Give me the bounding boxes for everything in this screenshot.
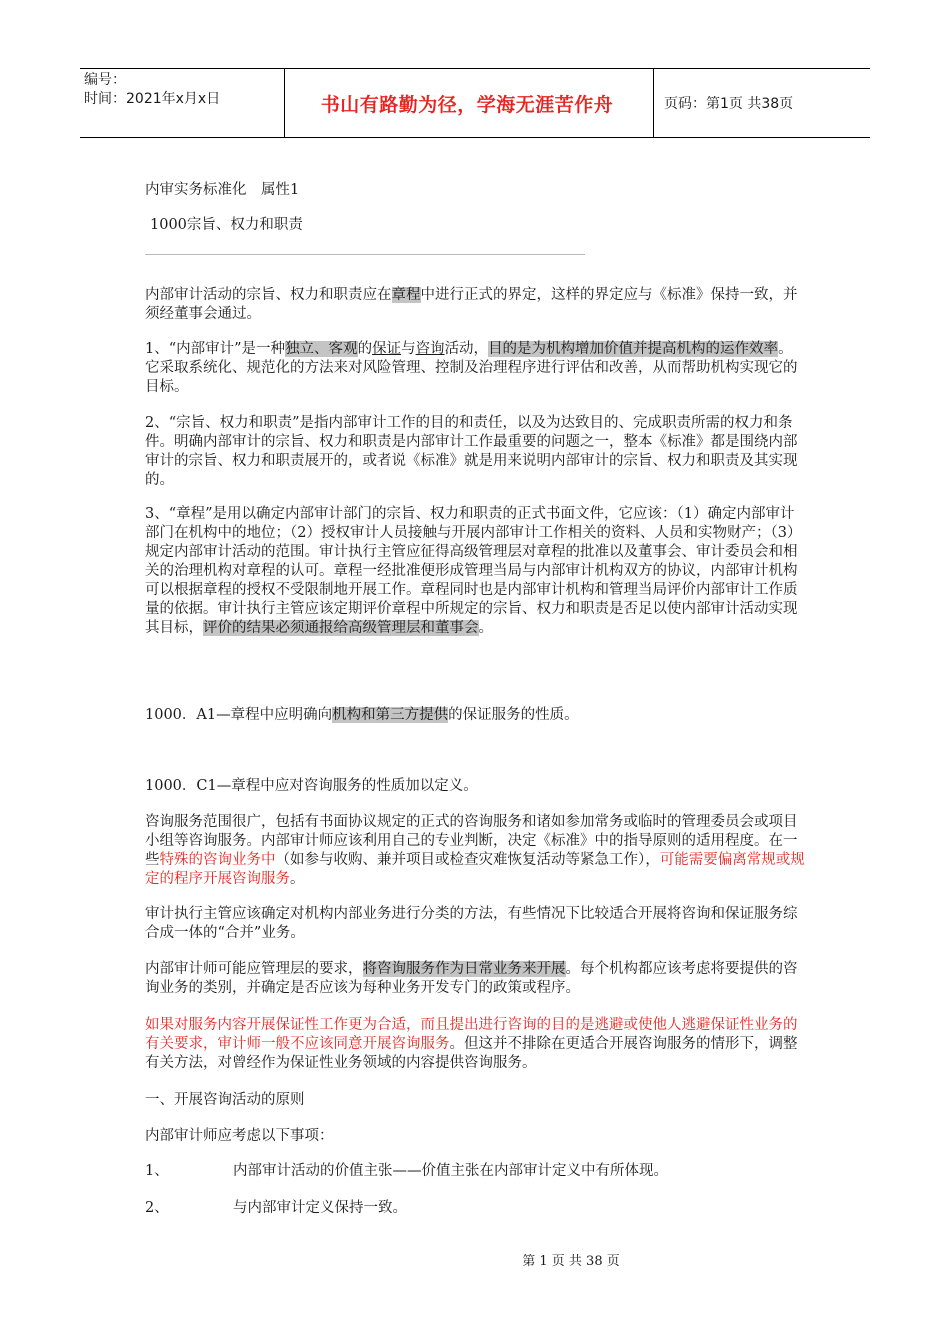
page-header [80,68,870,138]
paragraph-1: 1、“内部审计”是一种独立、客观的保证与咨询活动，目的是为机构增加价值并提高机构的运作效率。它采取系统化、规范化的方法来对风险管理、控制及治理程序进行评估和改善，从而帮助机构实现它的目标。 [145,341,798,395]
intro-paragraph: 内部审计活动的宗旨、权力和职责应在章程中进行正式的界定，这样的界定应与《标准》保持一致，并须经董事会通过。 [145,287,798,322]
header-left [80,69,285,137]
header-center [281,69,654,137]
list-item: 1、 内部审计活动的价值主张——价值主张在内部审计定义中有所体现。 [145,1163,668,1179]
paragraph-7: 如果对服务内容开展保证性工作更为合适，而且提出进行咨询的目的是逃避或使他人逃避保证性业务的有关要求，审计师一般不应该同意开展咨询服务。但这并不排除在更适合开展咨询服务的情形下，调整有关方法，对曾经作为保证性业务领域的内容提供咨询服务。 [145,1017,798,1071]
page-label: 页码：第1页 共38页 [664,96,794,112]
title-line: 内审实务标准化 属性1 [145,182,300,198]
motto: 书山有路勤为径，学海无涯苦作舟 [320,93,614,116]
number-label: 编号： [84,72,126,88]
heading-principles: 一、开展咨询活动的原则 [145,1092,305,1108]
highlight-charter: 章程 [391,287,421,303]
standard-a1: 1000．A1—章程中应明确向机构和第三方提供的保证服务的性质。 [145,707,579,723]
header-right [654,69,870,137]
paragraph-2: 2、“宗旨、权力和职责”是指内部审计工作的目的和责任，以及为达致目的、完成职责所需的权力和条件。明确内部审计的宗旨、权力和职责是内部审计工作最重要的问题之一，整本《标准》都是围绕内部审计的宗旨、权力和职责展开的，或者说《标准》就是用来说明内部审计的宗旨、权力和职责及其实现的。 [145,415,798,488]
paragraph-5: 审计执行主管应该确定对机构内部业务进行分类的方法，有些情况下比较适合开展将咨询和保证服务综合成一体的“合并”业务。 [145,906,798,941]
standard-c1: 1000．C1—章程中应对咨询服务的性质加以定义。 [145,778,478,794]
time-label: 时间：2021年x月x日 [84,91,221,107]
divider: ________________________________________________________________________________________ [145,244,585,255]
heading-considerations: 内部审计师应考虑以下事项： [145,1128,334,1144]
paragraph-6: 内部审计师可能应管理层的要求，将咨询服务作为日常业务来开展。每个机构都应该考虑将要提供的咨询业务的类别，并确定是否应该为每种业务开发专门的政策或程序。 [145,961,798,996]
footer-page-number: 第 1 页 共 38 页 [522,1254,620,1269]
paragraph-4: 咨询服务范围很广，包括有书面协议规定的正式的咨询服务和诸如参加常务或临时的管理委员会或项目小组等咨询服务。内部审计师应该利用自己的专业判断，决定《标准》中的指导原则的适用程度。在一些特殊的咨询业务中（如参与收购、兼并项目或检查灾难恢复活动等紧急工作），可能需要偏离常规或规定的程序开展咨询服务。 [145,814,805,887]
page-footer [0,1250,950,1269]
highlight-report: 评价的结果必须通报给高级管理层和董事会 [203,620,479,636]
section-heading: 1000宗旨、权力和职责 [150,217,303,233]
highlight-purpose: 目的是为机构增加价值并提高机构的运作效率 [488,341,779,357]
paragraph-3: 3、“章程”是用以确定内部审计部门的宗旨、权力和职责的正式书面文件，它应该：（1）确定内部审计部门在机构中的地位；（2）授权审计人员接触与开展内部审计工作相关的资料、人员和实物财产；（3）规定内部审计活动的范围。审计执行主管应征得高级管理层对章程的批准以及董事会、审计委员会和相关的治理机构对章程的认可。章程一经批准便形成管理当局与内部审计机构双方的协议，内部审计机构可以根据章程的授权不受限制地开展工作。章程同时也是内部审计机构和管理当局评价内部审计工作质量的依据。审计执行主管应该定期评价章程中所规定的宗旨、权力和职责是否足以使内部审计活动实现其目标，评价的结果必须通报给高级管理层和董事会。 [145,506,802,636]
list-item: 2、 与内部审计定义保持一致。 [145,1200,407,1216]
